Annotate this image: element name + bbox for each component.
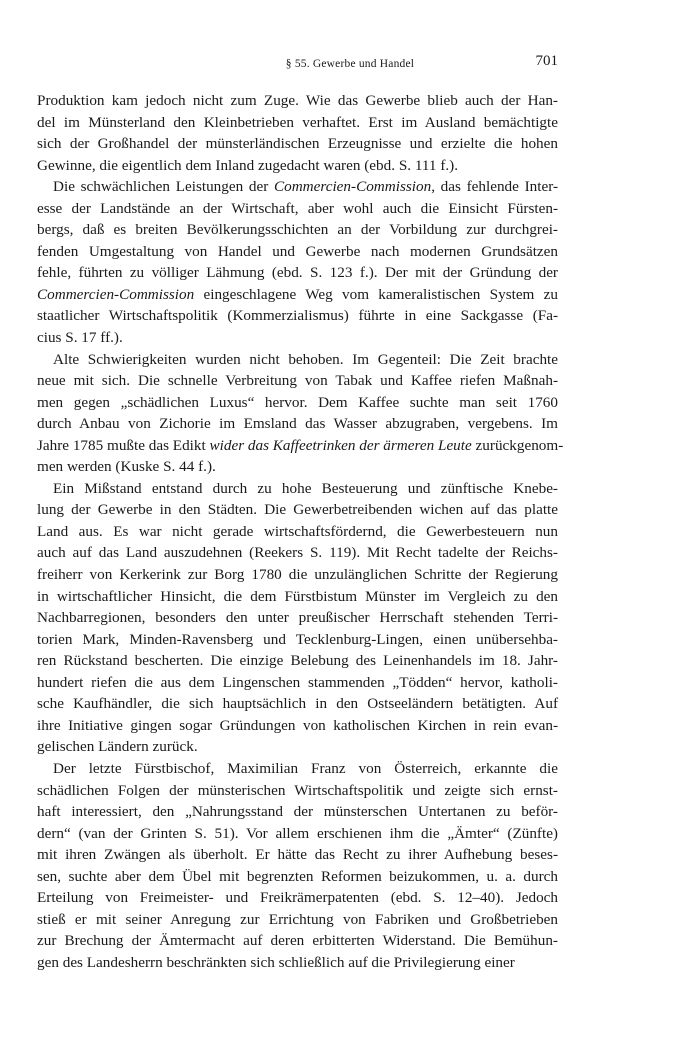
text-line (37, 349, 558, 371)
text-segment: ren Rückstand bescherten. Die einzige Belebung des Leinenhandels im 18. Jahr- (37, 652, 558, 670)
text-segment: men gegen „schädlichen Luxus“ hervor. Dem Kaffee suchte man seit 1760 (37, 393, 558, 411)
text-segment: bergs, daß es breiten Bevölkerungsschichten an der Vorbildung zur durchgrei- (37, 221, 558, 239)
text-segment: Gewinne, die eigentlich dem Inland zugedacht waren (ebd. S. 111 f.). (37, 156, 459, 174)
text-segment: zur Brechung der Ämtermacht auf deren erbitterten Widerstand. Die Bemühun- (37, 932, 558, 950)
text-line (37, 801, 558, 823)
text-line (37, 607, 558, 629)
text-segment: fehle, führten zu völliger Lähmung (ebd. S. 123 f.). Der mit der Gründung der (37, 264, 558, 282)
text-line (37, 413, 558, 435)
text-line (37, 392, 558, 414)
text-line (37, 780, 558, 802)
paragraph (37, 478, 558, 758)
text-segment: Produktion kam jedoch nicht zum Zuge. Wie das Gewerbe blieb auch der Han- (37, 92, 558, 109)
text-segment: sche Kaufhändler, die sich hauptsächlich in den Ostseeländern betätigten. Auf (37, 695, 558, 713)
text-segment: Land aus. Es war nicht gerade wirtschaftsfördernd, die Gewerbesteuern nun (37, 522, 558, 540)
text-line (37, 823, 558, 845)
text-line (37, 241, 558, 263)
text-line (37, 866, 558, 888)
text-segment: Nachbarregionen, besonders den unter preußischer Herrschaft stehenden Terri- (37, 609, 558, 627)
text-line (37, 499, 558, 521)
page-number: 701 (535, 53, 558, 69)
text-line (37, 478, 558, 500)
text-line (37, 435, 564, 457)
running-header (0, 50, 700, 74)
text-segment: del im Münsterland den Kleinbetrieben verhaftet. Erst im Ausland bemächtigte (37, 113, 558, 131)
text-line (37, 887, 558, 909)
text-segment: gen des Landesherrn beschränkten sich schließlich auf die Privilegierung einer (37, 953, 515, 971)
text-segment: auch auf das Land auszudehnen (Reekers S. 119). Mit Recht tadelte der Reichs- (37, 544, 558, 562)
paragraph (37, 758, 558, 973)
text-line (37, 262, 558, 284)
text-line (37, 155, 558, 177)
text-line (37, 715, 558, 737)
text-segment: sen, suchte aber dem Übel mit begrenzten Reformen beizukommen, u. a. durch (37, 867, 558, 885)
text-line (37, 284, 558, 306)
text-segment: fenden Umgestaltung von Handel und Gewerbe nach modernen Grundsätzen (37, 242, 558, 260)
text-segment: in wirtschaftlicher Hinsicht, die dem Fürstbistum Münster im Vergleich zu den (37, 587, 558, 605)
text-line (37, 198, 558, 220)
text-segment: Der letzte Fürstbischof, Maximilian Franz von Österreich, erkannte die (53, 759, 558, 777)
text-line (37, 305, 558, 327)
text-line (37, 112, 558, 134)
text-segment: Ein Mißstand entstand durch zu hohe Besteuerung und zünftische Knebe- (53, 479, 558, 497)
text-line (37, 930, 558, 952)
text-segment: Die schwächlichen Leistungen der (53, 178, 274, 196)
text-line (37, 844, 558, 866)
text-segment: Jahre 1785 mußte das Edikt (37, 436, 210, 454)
text-segment: gelischen Ländern zurück. (37, 738, 198, 756)
text-segment: esse der Landstände an der Wirtschaft, aber wohl auch die Einsicht Fürsten- (37, 199, 558, 217)
body-text (37, 90, 564, 973)
text-segment: neue mit sich. Die schnelle Verbreitung von Tabak und Kaffee riefen Maßnah- (37, 372, 558, 390)
text-segment: , das fehlende Inter- (431, 178, 559, 196)
text-segment: eingeschlagene Weg vom kameralistischen System zu (194, 285, 558, 303)
text-segment: cius S. 17 ff.). (37, 329, 123, 347)
text-line (37, 650, 558, 672)
text-segment: Alte Schwierigkeiten wurden nicht behoben. Im Gegenteil: Die Zeit brachte (53, 350, 558, 368)
paragraph (37, 349, 564, 478)
text-segment: lung der Gewerbe in den Städten. Die Gewerbetreibenden wichen auf das platte (37, 501, 558, 519)
text-line (37, 952, 558, 974)
text-line (37, 370, 558, 392)
text-line (37, 758, 558, 780)
text-line (37, 672, 558, 694)
text-line (37, 629, 558, 651)
text-segment: haft interessiert, den „Nahrungsstand der münsterschen Untertanen zu beför- (37, 803, 558, 821)
text-segment: sich der Großhandel der münsterländischen Erzeugnisse und erzielte die hohen (37, 135, 558, 153)
text-segment: stieß er mit seiner Anregung zur Errichtung von Fabriken und Großbetrieben (37, 910, 558, 928)
text-line (37, 909, 558, 931)
text-line (37, 564, 558, 586)
text-line (37, 693, 558, 715)
paragraph (37, 176, 558, 348)
text-line (37, 521, 558, 543)
text-segment: ihre Initiative gingen sogar Gründungen von katholischen Kirchen in rein evan- (37, 716, 558, 734)
text-segment: zurückgenom- (471, 436, 564, 454)
text-line (37, 133, 558, 155)
text-line (37, 542, 558, 564)
text-segment: dern“ (van der Grinten S. 51). Vor allem erschienen ihm die „Ämter“ (Zünfte) (37, 824, 558, 842)
text-line (37, 219, 558, 241)
text-segment: durch Anbau von Zichorie im Emsland das Wasser abzugraben, vergebens. Im (37, 415, 558, 433)
text-segment: torien Mark, Minden-Ravensberg und Tecklenburg-Lingen, einen unübersehba- (37, 630, 558, 648)
text-segment: schädlichen Folgen der münsterischen Wirtschaftspolitik und zeigte sich ernst- (37, 781, 558, 799)
text-segment: freiherr von Kerkerink zur Borg 1780 die unzulänglichen Schritte der Regierung (37, 566, 558, 584)
italic-text: wider das Kaffeetrinken der ärmeren Leute (209, 436, 472, 454)
text-line (37, 176, 558, 198)
running-title: § 55. Gewerbe und Handel (285, 58, 415, 70)
text-line (37, 736, 558, 758)
text-line (37, 456, 558, 478)
text-segment: men werden (Kuske S. 44 f.). (37, 458, 216, 476)
text-line (37, 90, 558, 112)
paragraph (37, 90, 558, 176)
italic-text: Commercien-Commission (273, 178, 432, 196)
text-segment: Erteilung von Freimeister- und Freikrämerpatenten (ebd. S. 12–40). Jedoch (37, 889, 558, 907)
text-line (37, 327, 558, 349)
text-segment: staatlicher Wirtschaftspolitik (Kommerzialismus) führte in eine Sackgasse (Fa- (37, 307, 558, 325)
text-line (37, 586, 558, 608)
text-segment: hundert riefen die aus dem Lingenschen stammenden „Tödden“ hervor, katholi- (37, 673, 558, 691)
text-segment: mit ihren Zwängen als überholt. Er hätte das Recht zu ihrer Aufhebung beses- (37, 846, 558, 864)
italic-text: Commercien-Commission (37, 285, 195, 303)
